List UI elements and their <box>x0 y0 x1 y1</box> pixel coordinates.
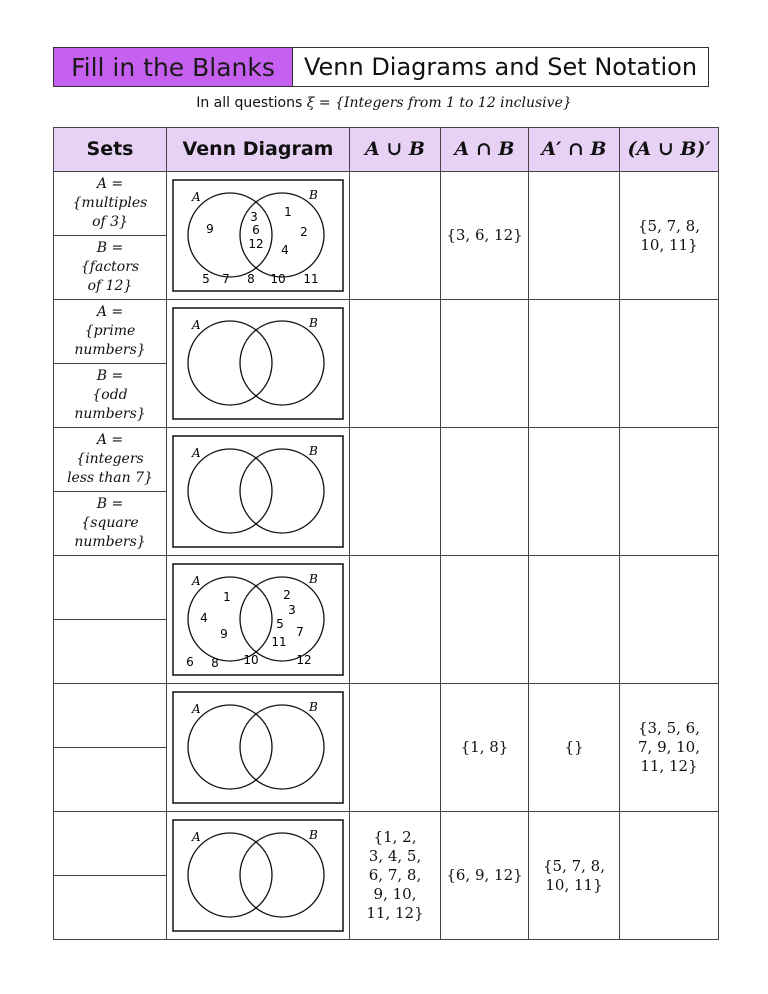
venn-element-only-a: 1 <box>223 590 231 604</box>
venn-element-outside: 11 <box>303 272 319 286</box>
union-complement-cell[interactable] <box>620 300 719 428</box>
venn-element-only-b: 1 <box>284 205 292 219</box>
col-union: A ∪ B <box>350 128 441 172</box>
col-venn: Venn Diagram <box>167 128 350 172</box>
set-definition-line: numbers} <box>74 406 146 422</box>
table-row <box>54 172 719 236</box>
union-complement-cell-value: {5, 7, 8, 10, 11} <box>637 216 700 254</box>
table-row <box>54 300 719 364</box>
set-a-label: A <box>192 190 201 204</box>
complement-a-and-b-cell[interactable] <box>529 684 620 812</box>
venn-element-both: 12 <box>248 237 264 251</box>
set-a-cell[interactable] <box>54 300 167 364</box>
set-definition-line: A = <box>96 432 124 448</box>
set-a-circle <box>188 321 272 405</box>
set-definition-line: {odd <box>92 387 128 403</box>
venn-cell[interactable] <box>167 812 350 940</box>
venn-element-only-b: 11 <box>271 635 287 649</box>
venn-element-only-b: 7 <box>296 625 304 639</box>
set-a-label: A <box>192 702 201 716</box>
set-b-circle <box>240 833 324 917</box>
set-b-cell[interactable] <box>54 748 167 812</box>
set-b-circle <box>240 705 324 789</box>
complement-a-and-b-cell[interactable] <box>529 172 620 300</box>
union-cell[interactable] <box>350 556 441 684</box>
union-complement-cell[interactable] <box>620 172 719 300</box>
set-b-label: B <box>309 188 318 202</box>
venn-element-outside: 10 <box>243 653 259 667</box>
venn-diagram <box>172 435 344 548</box>
set-a-label: A <box>192 446 201 460</box>
set-definition-line: {prime <box>84 323 136 339</box>
header-row <box>54 128 719 172</box>
set-b-cell[interactable] <box>54 364 167 428</box>
set-definition-line: numbers} <box>74 534 146 550</box>
set-b-label: B <box>309 828 318 842</box>
set-b-label: B <box>309 316 318 330</box>
instruction-prefix: In all questions <box>196 95 303 111</box>
universal-set: ξ = {Integers from 1 to 12 inclusive} <box>306 95 572 111</box>
complement-a-and-b-cell-value: {5, 7, 8, 10, 11} <box>542 856 605 894</box>
set-definition-line: {factors <box>80 259 140 275</box>
venn-element-only-b: 2 <box>283 588 291 602</box>
venn-element-only-b: 4 <box>281 243 289 257</box>
venn-diagram <box>172 563 344 676</box>
title-banner <box>53 47 709 87</box>
complement-a-and-b-cell[interactable] <box>529 556 620 684</box>
col-intersection: A ∩ B <box>441 128 529 172</box>
venn-element-both: 5 <box>276 617 284 631</box>
intersection-cell[interactable] <box>441 428 529 556</box>
union-complement-cell[interactable] <box>620 428 719 556</box>
union-complement-cell-value: {3, 5, 6, 7, 9, 10, 11, 12} <box>637 719 700 775</box>
set-a-cell[interactable] <box>54 684 167 748</box>
venn-cell[interactable] <box>167 172 350 300</box>
venn-cell[interactable] <box>167 684 350 812</box>
union-cell[interactable] <box>350 428 441 556</box>
table-row <box>54 556 719 620</box>
venn-cell[interactable] <box>167 428 350 556</box>
set-a-label: A <box>192 830 201 844</box>
venn-diagram <box>172 691 344 804</box>
union-cell[interactable] <box>350 172 441 300</box>
set-definition-line: B = <box>96 368 124 384</box>
venn-element-both: 3 <box>250 210 258 224</box>
union-complement-cell[interactable] <box>620 812 719 940</box>
set-a-cell[interactable] <box>54 812 167 876</box>
intersection-cell-value: {3, 6, 12} <box>446 226 523 244</box>
set-a-circle <box>188 833 272 917</box>
table-row <box>54 684 719 748</box>
set-definition-line: A = <box>96 304 124 320</box>
set-a-label: A <box>192 574 201 588</box>
set-b-label: B <box>309 444 318 458</box>
venn-element-only-a: 9 <box>206 222 214 236</box>
set-definition-line: {integers <box>76 451 144 467</box>
set-b-label: B <box>309 700 318 714</box>
union-cell[interactable] <box>350 812 441 940</box>
set-definition-line: {square <box>81 515 139 531</box>
venn-element-outside: 5 <box>202 272 210 286</box>
venn-element-outside: 7 <box>222 272 230 286</box>
set-definition-line: B = <box>96 240 124 256</box>
set-b-circle <box>240 321 324 405</box>
set-b-cell[interactable] <box>54 620 167 684</box>
worksheet-title: Venn Diagrams and Set Notation <box>303 53 698 81</box>
set-a-circle <box>188 449 272 533</box>
instruction-line <box>0 95 768 111</box>
intersection-cell[interactable] <box>441 300 529 428</box>
table-row <box>54 428 719 492</box>
venn-element-outside: 12 <box>296 653 312 667</box>
col-sets: Sets <box>54 128 167 172</box>
union-cell[interactable] <box>350 684 441 812</box>
venn-element-both: 6 <box>252 223 260 237</box>
venn-element-only-b: 2 <box>300 225 308 239</box>
union-cell-value: {1, 2, 3, 4, 5, 6, 7, 8, 9, 10, 11, 12} <box>366 828 424 922</box>
table-row <box>54 812 719 876</box>
complement-a-and-b-cell[interactable] <box>529 428 620 556</box>
venn-element-only-b: 3 <box>288 603 296 617</box>
set-b-cell[interactable] <box>54 492 167 556</box>
venn-table <box>53 127 719 940</box>
set-definition-line: of 12} <box>87 278 133 294</box>
intersection-cell[interactable] <box>441 556 529 684</box>
set-definition-line: A = <box>96 176 124 192</box>
intersection-cell[interactable] <box>441 684 529 812</box>
set-b-cell[interactable] <box>54 876 167 940</box>
set-b-cell[interactable] <box>54 236 167 300</box>
set-definition-line: B = <box>96 496 124 512</box>
venn-cell[interactable] <box>167 556 350 684</box>
set-a-cell[interactable] <box>54 428 167 492</box>
set-definition-line: less than 7} <box>67 470 153 486</box>
set-definition-line: {multiples <box>72 195 148 211</box>
col-complement-a-and-b: A′ ∩ B <box>529 128 620 172</box>
venn-diagram <box>172 307 344 420</box>
venn-element-outside: 10 <box>270 272 286 286</box>
intersection-cell-value: {6, 9, 12} <box>446 866 523 884</box>
set-a-cell[interactable] <box>54 556 167 620</box>
venn-element-only-a: 9 <box>220 627 228 641</box>
venn-cell[interactable] <box>167 300 350 428</box>
venn-diagram <box>172 179 344 292</box>
union-complement-cell[interactable] <box>620 556 719 684</box>
venn-element-outside: 8 <box>211 656 219 670</box>
venn-element-outside: 6 <box>186 655 194 669</box>
set-b-circle <box>240 449 324 533</box>
venn-diagram <box>172 819 344 932</box>
intersection-cell[interactable] <box>441 812 529 940</box>
set-a-label: A <box>192 318 201 332</box>
complement-a-and-b-cell-value: {} <box>564 738 584 756</box>
set-a-circle <box>188 705 272 789</box>
col-union-complement: (A ∪ B)′ <box>620 128 719 172</box>
set-definition-line: of 3} <box>92 214 128 230</box>
set-b-label: B <box>309 572 318 586</box>
set-a-cell[interactable] <box>54 172 167 236</box>
complement-a-and-b-cell[interactable] <box>529 300 620 428</box>
venn-element-outside: 8 <box>247 272 255 286</box>
union-cell[interactable] <box>350 300 441 428</box>
intersection-cell[interactable] <box>441 172 529 300</box>
set-definition-line: numbers} <box>74 342 146 358</box>
complement-a-and-b-cell[interactable] <box>529 812 620 940</box>
worksheet-type: Fill in the Blanks <box>54 48 293 86</box>
venn-element-only-a: 4 <box>200 611 208 625</box>
intersection-cell-value: {1, 8} <box>460 738 509 756</box>
union-complement-cell[interactable] <box>620 684 719 812</box>
